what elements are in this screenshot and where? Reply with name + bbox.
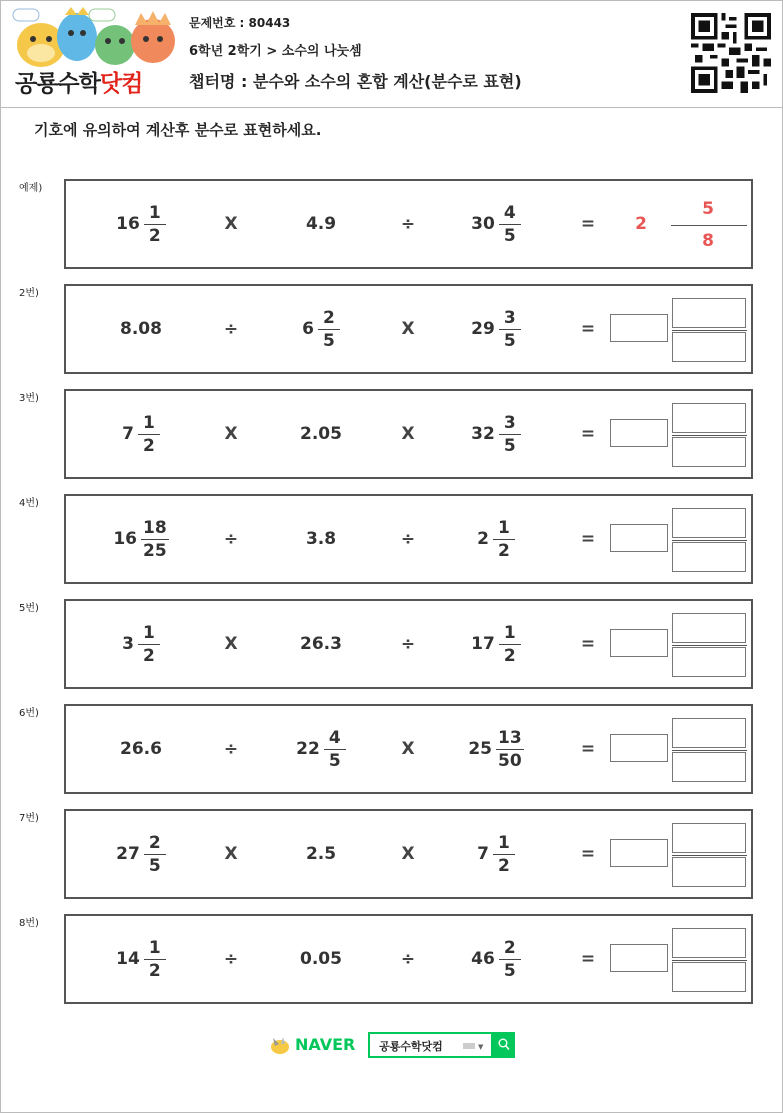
problem-term-3: [461, 916, 531, 1002]
whole-part: 32: [471, 424, 495, 444]
answer-denominator-field[interactable]: [672, 542, 746, 572]
equals-sign: =: [580, 424, 596, 444]
example-label: 예제): [19, 183, 43, 194]
answer-denominator-field[interactable]: [672, 962, 746, 992]
problem-label: 4번): [19, 498, 39, 509]
problem-number: 문제번호 : 80443: [189, 16, 291, 30]
fraction: [499, 622, 521, 667]
qr-code-icon: [691, 13, 771, 93]
keyboard-icon[interactable]: [463, 1043, 475, 1049]
answer-numerator-field[interactable]: [672, 823, 746, 853]
fraction: [499, 202, 521, 247]
denominator: 50: [498, 750, 522, 771]
search-query: 공룡수학닷컴: [379, 1040, 443, 1053]
problem-term-1: [106, 496, 176, 582]
whole-part: 16: [116, 214, 140, 234]
answer-whole-field[interactable]: [610, 629, 668, 657]
answer-numerator-field[interactable]: [672, 403, 746, 433]
answer-numerator-field[interactable]: [672, 718, 746, 748]
denominator: 5: [328, 750, 341, 771]
denominator: 2: [498, 540, 510, 561]
answer-fraction-bar: [672, 435, 747, 436]
whole-part: 7: [477, 844, 489, 864]
answer-fraction-bar: [672, 645, 747, 646]
numerator: 4: [503, 202, 516, 223]
chapter-title: 챕터명 : 분수와 소수의 혼합 계산(분수로 표현): [189, 72, 522, 91]
denominator: 5: [148, 855, 161, 876]
answer-denominator: 8: [702, 231, 714, 251]
numerator: 1: [143, 412, 155, 433]
problem-term-2: 3.8: [305, 529, 337, 549]
example-box: [64, 179, 753, 269]
problem-term-3: [461, 706, 531, 792]
naver-wordmark: NAVER: [295, 1035, 356, 1054]
fraction: [493, 832, 515, 877]
operator: X: [401, 319, 415, 339]
denominator: 5: [503, 330, 516, 351]
denominator: 2: [143, 645, 155, 666]
equals-sign: =: [580, 844, 596, 864]
denominator: 2: [148, 225, 161, 246]
operator: X: [401, 844, 415, 864]
whole-part: 16: [113, 529, 137, 549]
operator: X: [401, 739, 415, 759]
chevron-down-icon[interactable]: ▼: [478, 1043, 484, 1051]
problem-term-1: [106, 811, 176, 897]
numerator: 1: [498, 517, 510, 538]
equals-sign: =: [580, 529, 596, 549]
numerator: 1: [143, 622, 155, 643]
answer-denominator-field[interactable]: [672, 752, 746, 782]
denominator: 5: [503, 225, 516, 246]
fraction: [496, 727, 524, 772]
answer-fraction-bar: [672, 855, 747, 856]
operator: ÷: [223, 949, 239, 969]
problem-term-1: [106, 391, 176, 477]
operator: X: [224, 214, 238, 234]
fraction: [324, 727, 346, 772]
decimal-term: 4.9: [305, 214, 337, 234]
problem-term-3: [461, 286, 531, 372]
whole-part: 7: [122, 424, 134, 444]
operator: X: [224, 424, 238, 444]
denominator: 5: [323, 330, 335, 351]
denominator: 5: [503, 960, 516, 981]
dinosaur-logo: [11, 7, 179, 101]
numerator: 18: [143, 517, 167, 538]
problem-label: 6번): [19, 708, 39, 719]
problem-term-1: [106, 916, 176, 1002]
answer-whole-field[interactable]: [610, 944, 668, 972]
fraction: [499, 412, 521, 457]
problem-box: [64, 809, 753, 899]
operator: X: [224, 634, 238, 654]
numerator: 1: [498, 832, 510, 853]
fraction: [499, 937, 521, 982]
answer-numerator-field[interactable]: [672, 613, 746, 643]
whole-part: 29: [471, 319, 495, 339]
numerator: 2: [503, 937, 516, 958]
answer-fraction-bar: [672, 540, 747, 541]
instruction-text: 기호에 유의하여 계산후 분수로 표현하세요.: [34, 121, 322, 139]
numerator: 1: [503, 622, 516, 643]
answer-denominator-field[interactable]: [672, 647, 746, 677]
answer-whole-field[interactable]: [610, 314, 668, 342]
whole-part: 30: [471, 214, 495, 234]
numerator: 13: [498, 727, 522, 748]
answer-denominator-field[interactable]: [672, 857, 746, 887]
problem-label: 5번): [19, 603, 39, 614]
denominator: 2: [503, 645, 516, 666]
answer-fraction-bar: [672, 960, 747, 961]
denominator: 2: [143, 435, 155, 456]
problem-term-3: [461, 391, 531, 477]
problem-label: 7번): [19, 813, 39, 824]
problem-term-2: [286, 706, 356, 792]
problem-term-2: 2.05: [300, 424, 342, 444]
header-divider: [1, 107, 783, 108]
problem-term-3: [461, 496, 531, 582]
whole-part: 17: [471, 634, 495, 654]
denominator: 2: [148, 960, 161, 981]
dinosaur-mascots-icon: [11, 7, 179, 71]
whole-part: 3: [122, 634, 134, 654]
equals-sign: =: [580, 949, 596, 969]
problem-term-1: 26.6: [120, 739, 162, 759]
magnifier-icon: [498, 1038, 510, 1051]
whole-part: 27: [116, 844, 140, 864]
example-term-3: [461, 181, 531, 267]
search-input[interactable]: [368, 1032, 493, 1058]
problem-box: [64, 704, 753, 794]
whole-part: 14: [116, 949, 140, 969]
numerator: 2: [323, 307, 335, 328]
whole-part: 6: [302, 319, 314, 339]
numerator: 3: [503, 412, 516, 433]
answer-whole-field[interactable]: [610, 419, 668, 447]
answer-fraction-bar: [672, 750, 747, 751]
answer-denominator-field[interactable]: [672, 437, 746, 467]
course-breadcrumb: 6학년 2학기 > 소수의 나눗셈: [189, 44, 362, 59]
naver-logo-icon: [269, 1034, 291, 1056]
fraction: [318, 307, 340, 352]
problem-label: 2번): [19, 288, 39, 299]
answer-fraction-bar: [671, 225, 747, 226]
equals-sign: =: [580, 634, 596, 654]
example-term-1: [106, 181, 176, 267]
whole-part: 2: [477, 529, 489, 549]
denominator: 5: [503, 435, 516, 456]
answer-whole: 2: [635, 214, 647, 234]
fraction: [144, 832, 166, 877]
search-button[interactable]: [493, 1032, 515, 1058]
problem-box: [64, 494, 753, 584]
problem-term-3: [461, 601, 531, 687]
answer-numerator: 5: [702, 199, 714, 219]
fraction: [499, 307, 521, 352]
problem-term-3: [461, 811, 531, 897]
problem-box: [64, 914, 753, 1004]
operator: X: [224, 844, 238, 864]
operator: ÷: [400, 949, 416, 969]
whole-part: 25: [468, 739, 492, 759]
equals-sign: =: [580, 214, 596, 234]
denominator: 25: [143, 540, 167, 561]
problem-box: [64, 599, 753, 689]
whole-part: 22: [296, 739, 320, 759]
brand-prefix: 공룡수학: [15, 71, 100, 97]
operator: ÷: [400, 529, 416, 549]
numerator: 4: [328, 727, 341, 748]
problem-term-2: 26.3: [300, 634, 342, 654]
answer-denominator-field[interactable]: [672, 332, 746, 362]
fraction: [138, 412, 160, 457]
problem-term-2: 0.05: [300, 949, 342, 969]
problem-label: 3번): [19, 393, 39, 404]
operator: ÷: [400, 214, 416, 234]
answer-whole-field[interactable]: [610, 524, 668, 552]
answer-numerator-field[interactable]: [672, 298, 746, 328]
fraction: [141, 517, 169, 562]
answer-fraction-bar: [672, 330, 747, 331]
fraction: [493, 517, 515, 562]
fraction: [144, 202, 166, 247]
operator: ÷: [400, 634, 416, 654]
fraction: [144, 937, 166, 982]
problem-box: [64, 389, 753, 479]
answer-whole-field[interactable]: [610, 734, 668, 762]
problem-term-2: [286, 286, 356, 372]
denominator: 2: [498, 855, 510, 876]
problem-term-1: 8.08: [120, 319, 162, 339]
equals-sign: =: [580, 739, 596, 759]
operator: ÷: [223, 319, 239, 339]
numerator: 1: [148, 937, 161, 958]
naver-search-banner: [269, 1032, 515, 1058]
problem-label: 8번): [19, 918, 39, 929]
answer-numerator-field[interactable]: [672, 508, 746, 538]
operator: X: [401, 424, 415, 444]
answer-whole-field[interactable]: [610, 839, 668, 867]
problem-term-2: 2.5: [305, 844, 337, 864]
numerator: 3: [503, 307, 516, 328]
brand-logo-text: [15, 65, 142, 98]
fraction: [138, 622, 160, 667]
brand-suffix: 닷컴: [99, 71, 143, 97]
numerator: 2: [148, 832, 161, 853]
operator: ÷: [223, 739, 239, 759]
equals-sign: =: [580, 319, 596, 339]
problem-box: [64, 284, 753, 374]
answer-numerator-field[interactable]: [672, 928, 746, 958]
numerator: 1: [148, 202, 161, 223]
whole-part: 46: [471, 949, 495, 969]
problem-term-1: [106, 601, 176, 687]
operator: ÷: [223, 529, 239, 549]
